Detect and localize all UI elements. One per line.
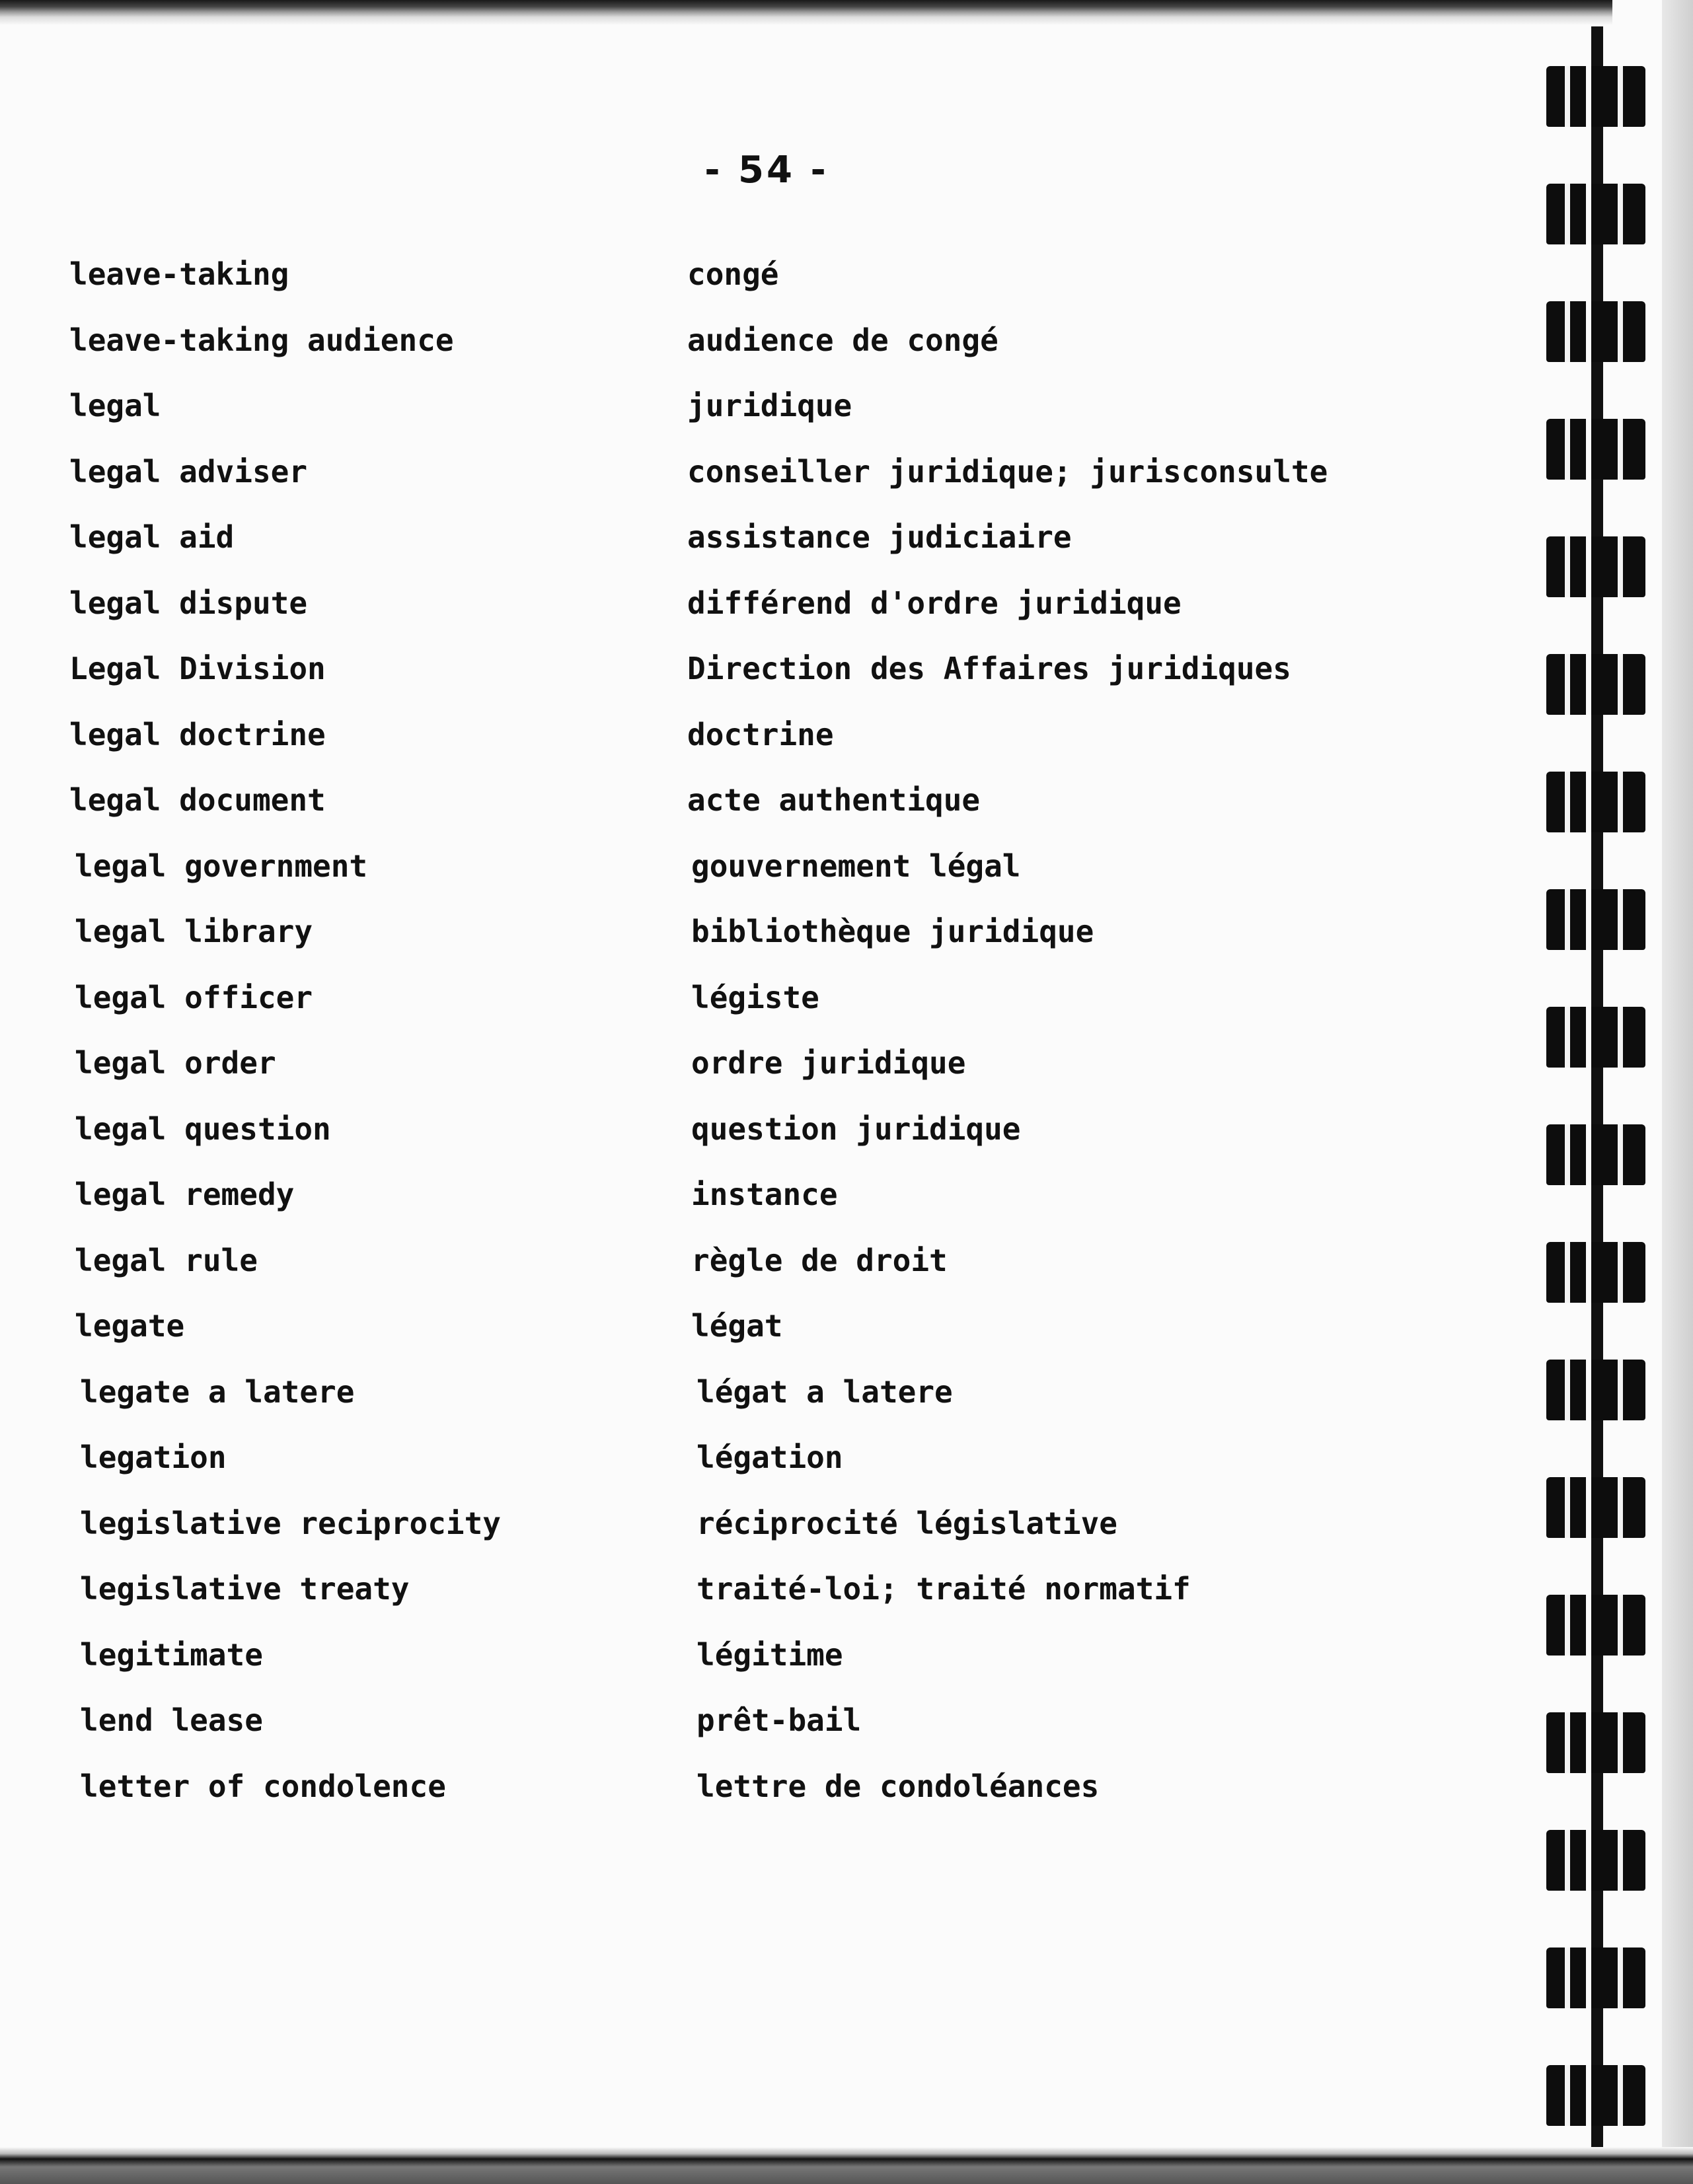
- french-term: prêt-bail: [696, 1702, 862, 1738]
- english-term: legal rule: [75, 1242, 258, 1278]
- page-bottom-edge: [0, 2147, 1693, 2184]
- english-term: legal order: [75, 1045, 276, 1081]
- french-term: ordre juridique: [691, 1045, 966, 1081]
- french-term: question juridique: [691, 1110, 1021, 1147]
- binding-ring: [1546, 1477, 1645, 1538]
- french-term: audience de congé: [687, 322, 998, 358]
- binding-ring: [1546, 1007, 1645, 1068]
- french-term: bibliothèque juridique: [691, 914, 1094, 949]
- english-term: legal: [69, 388, 161, 423]
- french-term: congé: [687, 256, 779, 292]
- binding-ring: [1546, 419, 1645, 480]
- binding-ring: [1546, 1712, 1645, 1773]
- binding-ring: [1546, 654, 1645, 715]
- binding-ring: [1546, 1595, 1645, 1656]
- page-right-edge: [1662, 0, 1693, 2184]
- english-term: legation: [80, 1439, 227, 1475]
- english-term: letter of condolence: [80, 1768, 446, 1804]
- french-term: juridique: [687, 388, 852, 423]
- english-term: legal officer: [75, 979, 313, 1015]
- french-term: légat a latere: [696, 1373, 953, 1410]
- english-term: legitimate: [80, 1636, 263, 1673]
- binding-ring: [1546, 1947, 1645, 2008]
- french-term: conseiller juridique; jurisconsulte: [687, 453, 1328, 490]
- page-number: - 54 -: [704, 149, 829, 192]
- english-term: legal remedy: [75, 1177, 295, 1212]
- french-term: réciprocité législative: [696, 1505, 1117, 1541]
- binding-ring: [1546, 1360, 1645, 1420]
- french-term: légitime: [696, 1636, 843, 1673]
- english-term: legal government: [75, 848, 368, 884]
- english-term: legislative reciprocity: [80, 1505, 501, 1541]
- binding-ring: [1546, 184, 1645, 244]
- binding-ring: [1546, 2065, 1645, 2126]
- binding-ring: [1546, 1242, 1645, 1303]
- english-term: legate: [75, 1308, 185, 1344]
- french-term: acte authentique: [687, 782, 981, 818]
- french-terms-column: [687, 251, 1441, 1829]
- english-term: legate a latere: [80, 1373, 355, 1410]
- english-term: legal dispute: [69, 585, 308, 621]
- french-term: lettre de condoléances: [696, 1768, 1100, 1804]
- english-term: legal document: [69, 782, 326, 818]
- english-terms-column: [69, 251, 664, 1829]
- french-term: règle de droit: [691, 1242, 948, 1278]
- english-term: legal library: [75, 914, 313, 949]
- binding-ring: [1546, 1830, 1645, 1891]
- english-term: legal question: [75, 1110, 331, 1147]
- english-term: lend lease: [80, 1702, 263, 1738]
- english-term: legal adviser: [69, 453, 308, 490]
- french-term: légation: [696, 1439, 843, 1475]
- binding-ring: [1546, 772, 1645, 832]
- spiral-binding: [1540, 26, 1659, 2154]
- english-term: legal doctrine: [69, 716, 326, 752]
- french-term: légiste: [691, 979, 819, 1015]
- page-top-edge: [0, 0, 1612, 25]
- binding-ring: [1546, 66, 1645, 127]
- french-term: gouvernement légal: [691, 848, 1021, 884]
- english-term: legal aid: [69, 519, 235, 555]
- english-term: leave-taking: [69, 256, 289, 292]
- binding-ring: [1546, 301, 1645, 362]
- french-term: légat: [691, 1308, 783, 1344]
- french-term: assistance judiciaire: [687, 519, 1072, 555]
- english-term: legislative treaty: [80, 1571, 410, 1607]
- binding-ring: [1546, 1124, 1645, 1185]
- english-term: leave-taking audience: [69, 322, 454, 358]
- french-term: Direction des Affaires juridiques: [687, 651, 1291, 686]
- french-term: instance: [691, 1177, 838, 1212]
- french-term: traité-loi; traité normatif: [696, 1571, 1191, 1607]
- french-term: différend d'ordre juridique: [687, 585, 1182, 621]
- binding-ring: [1546, 536, 1645, 597]
- binding-ring: [1546, 889, 1645, 950]
- english-term: Legal Division: [69, 651, 326, 686]
- french-term: doctrine: [687, 716, 834, 752]
